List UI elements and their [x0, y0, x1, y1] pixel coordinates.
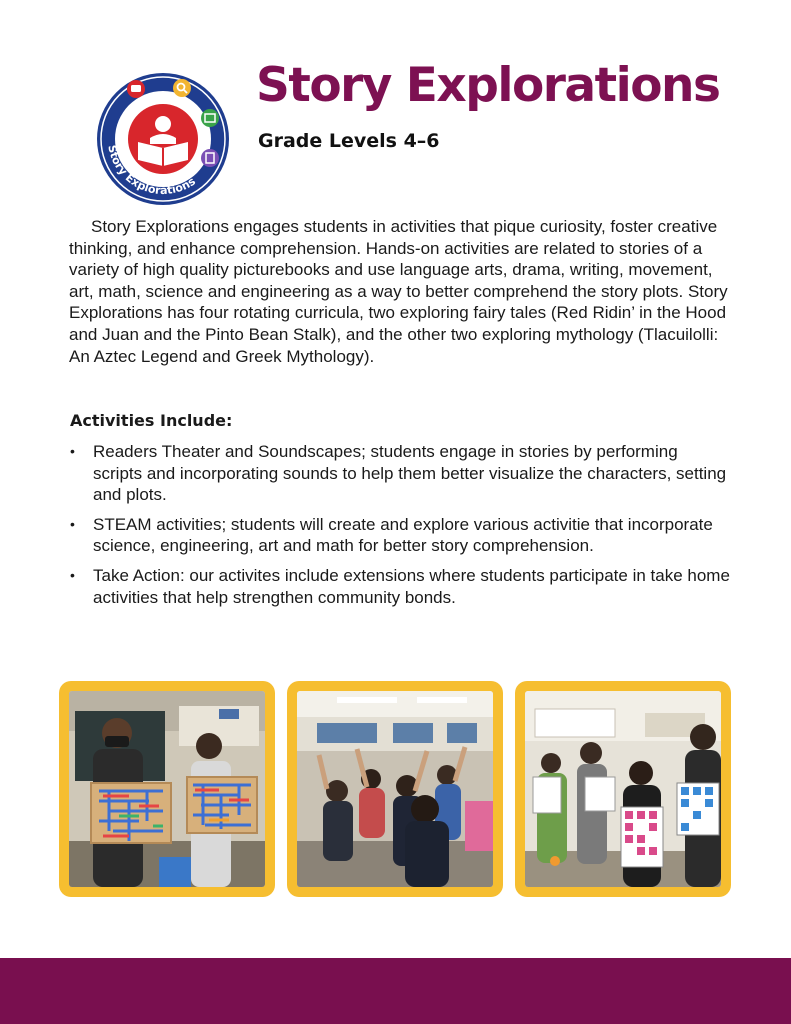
story-explorations-logo — [96, 72, 230, 206]
classroom-photo — [525, 691, 721, 887]
speech-bubbles-icon — [127, 80, 145, 98]
footer-band — [0, 958, 791, 1024]
logo-ring-text: Story Explorations — [105, 143, 198, 198]
activities-list — [70, 441, 730, 616]
photo-frame-grid-posters — [515, 681, 731, 897]
page-title: Story Explorations — [256, 58, 720, 113]
activities-heading: Activities Include: — [70, 411, 233, 430]
photo-frame-raised-hands — [287, 681, 503, 897]
magnifier-icon — [173, 79, 191, 97]
classroom-photo — [297, 691, 493, 887]
intro-paragraph: Story Explorations engages students in activities that pique curiosity, foster creative thinking, and enhance comprehension. Hands-on activities are related to stories of a variety of high quality picturebooks and use language arts, drama, writing, movement, art, math, science and engineering as a way to better comprehend the story plots. Story Explorations has four rotating curricula, two exploring fairy tales (Red Ridin’ in the Hood and Juan and the Pinto Bean Stalk), and the other two exploring mythology (Tlacuilolli: An Aztec Legend and Greek Mythology). — [69, 217, 728, 366]
activity-item: • Readers Theater and Soundscapes; students engage in stories by performing scripts and incorporating sounds to help them better visualize the characters, setting and plots. — [70, 441, 730, 506]
classroom-photo — [69, 691, 265, 887]
activity-item: • Take Action: our activites include extensions where students participate in take home activities that help strengthen community bonds. — [70, 565, 730, 608]
grade-levels-subtitle: Grade Levels 4–6 — [258, 130, 440, 152]
picture-icon — [201, 109, 219, 127]
activity-item: • STEAM activities; students will create and explore various activitie that incorporate science, engineering, art and math for better story comprehension. — [70, 514, 730, 557]
photo-frame-maze-projects — [59, 681, 275, 897]
document-icon — [201, 149, 219, 167]
